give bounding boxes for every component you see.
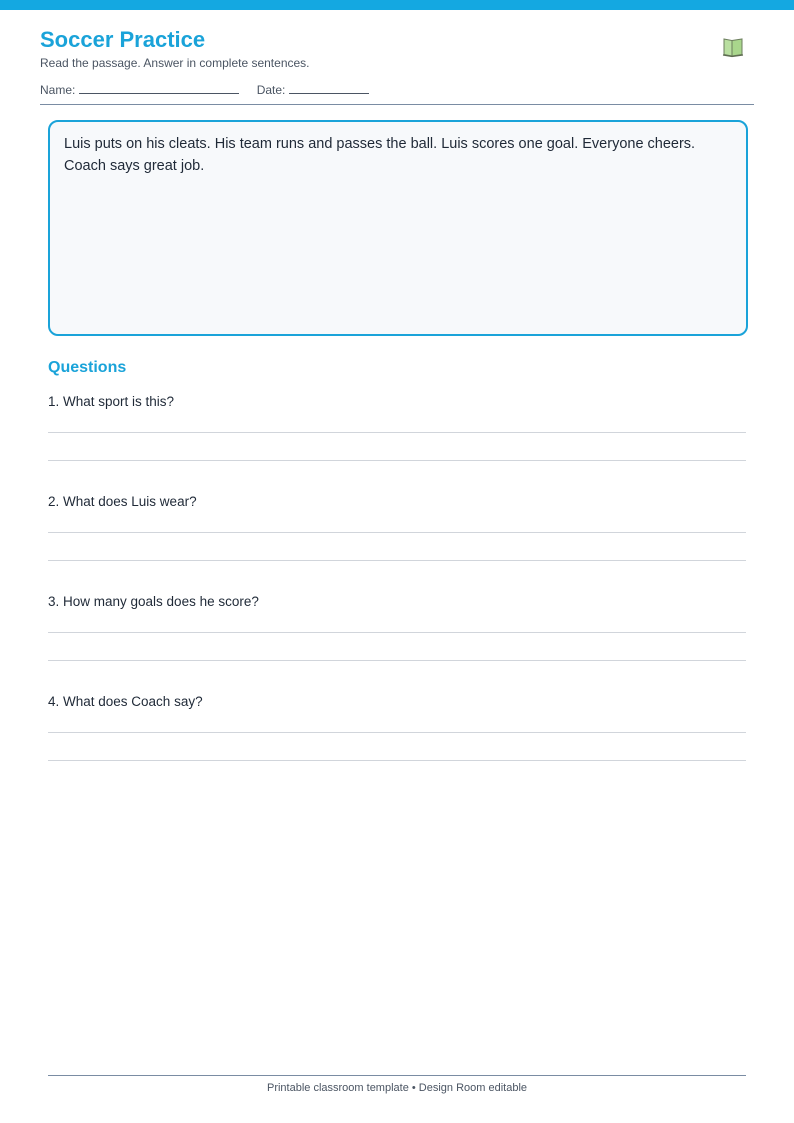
question-text: 2. What does Luis wear?	[48, 494, 197, 509]
top-accent-bar	[0, 0, 794, 10]
answer-line[interactable]	[48, 660, 746, 661]
footer-text: Printable classroom template • Design Room editable	[266, 1082, 528, 1094]
date-field[interactable]	[289, 82, 369, 94]
answer-line[interactable]	[48, 632, 746, 633]
question-text: 3. How many goals does he score?	[48, 594, 259, 609]
name-label: Name:	[40, 83, 76, 97]
name-field[interactable]	[79, 82, 239, 94]
question-text: 1. What sport is this?	[48, 394, 175, 409]
footer-divider	[48, 1075, 746, 1076]
answer-line[interactable]	[48, 760, 746, 761]
question-text: 4. What does Coach say?	[48, 694, 203, 709]
page-title: Soccer Practice	[40, 27, 206, 52]
name-date-row	[40, 82, 369, 97]
reading-passage	[48, 120, 748, 336]
date-label: Date:	[256, 83, 286, 97]
answer-line[interactable]	[48, 532, 746, 533]
answer-line[interactable]	[48, 560, 746, 561]
questions-heading: Questions	[48, 359, 127, 376]
instructions-text: Read the passage. Answer in complete sentences.	[40, 56, 310, 70]
answer-line[interactable]	[48, 460, 746, 461]
answer-line[interactable]	[48, 732, 746, 733]
passage-text: Luis puts on his cleats. His team runs and passes the ball. Luis scores one goal. Everyone cheers. Coach says great job.	[64, 136, 696, 174]
header-divider	[40, 104, 754, 105]
answer-line[interactable]	[48, 432, 746, 433]
book-icon	[721, 36, 745, 58]
